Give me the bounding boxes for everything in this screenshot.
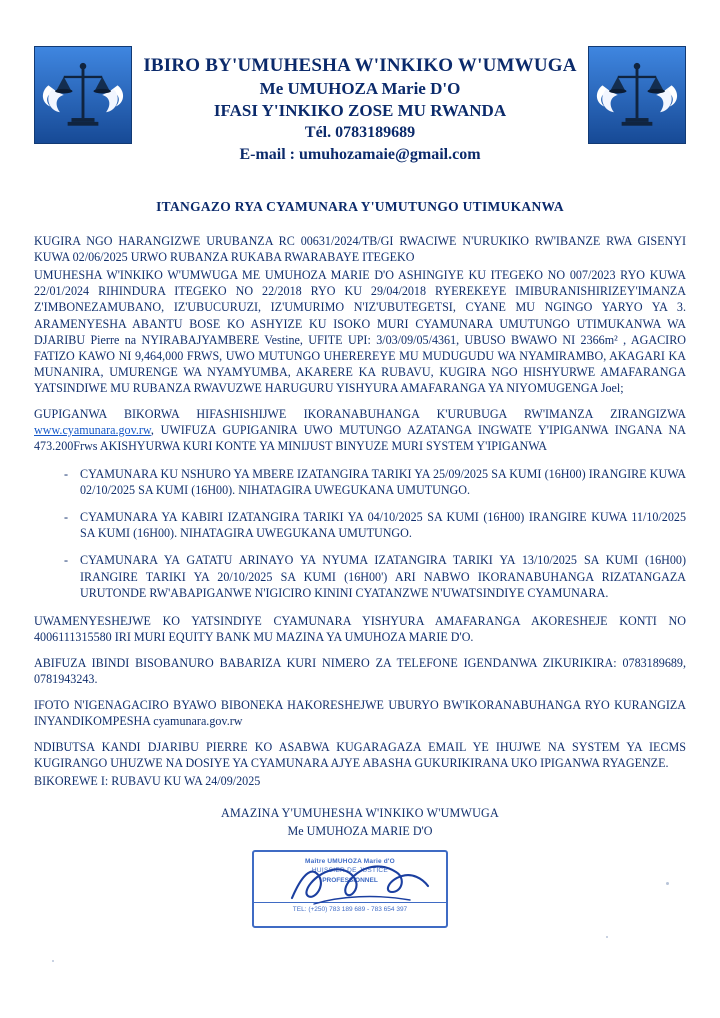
officer-name: Me UMUHOZA Marie D'O xyxy=(259,78,461,98)
list-item: - CYAMUNARA YA GATATU ARINAYO YA NYUMA IZATANGIRA TARIKI YA 13/10/2025 SA KUMI (16H00) IRANGIRE TARIKI YA 20/10/2025 SA KUMI (16H00') ARI NABWO IKORANABUHANGA RIZATANGAZA URUTONDE RW'ABAPIGANWE N'IGICIRO KININI CYATANZWE N'UWATSINDIYE CYAMUNARA. xyxy=(80,552,686,600)
page-speck xyxy=(52,960,54,962)
page-speck xyxy=(606,936,608,938)
stamp-line-3: PROFESSIONNEL xyxy=(322,877,378,885)
email-label: E-mail : xyxy=(239,145,299,163)
official-stamp xyxy=(252,850,448,928)
letterhead xyxy=(34,46,686,165)
list-item: - CYAMUNARA KU NSHURO YA MBERE IZATANGIRA TARIKI YA 25/09/2025 SA KUMI (16H00) IRANGIRE KUWA 02/10/2025 SA KUMI (16H00). NIHATAGIRA UWEGUKANA UMUTUNGO. xyxy=(80,466,686,498)
office-title: IBIRO BY'UMUHESHA W'INKIKO W'UMWUGA xyxy=(143,55,577,76)
signatory-name: Me UMUHOZA MARIE D'O xyxy=(287,824,433,839)
stamp-area xyxy=(34,844,686,954)
paragraph-3-text-after: , UWIFUZA GUPIGANIRA UWO MUTUNGO AZATANGA INGWATE Y'IPIGANWA INGANA NA 473.200Frws AKISHYURWA KURI KONTE YA MINIJUST BINYUZE MURI SYSTEM Y'IPIGANWA xyxy=(34,422,686,454)
signatory-role: AMAZINA Y'UMUHESHA W'INKIKO W'UMWUGA xyxy=(221,806,499,821)
phone: Tél. 0783189689 xyxy=(304,123,416,141)
paragraph-photo-valuation: IFOTO N'IGENAGACIRO BYAWO BIBONEKA HAKORESHEJWE UBURYO BW'IKORANABUHANGA RYO KURANGIZA INYANDIKOMPESHA cyamunara.gov.rw xyxy=(34,698,686,729)
scales-of-justice-emblem-left xyxy=(34,46,132,144)
page-speck xyxy=(666,882,669,885)
auction-portal-link[interactable]: www.cyamunara.gov.rw xyxy=(34,422,151,437)
stamp-line-2: HUISSIER DE JUSTICE xyxy=(311,867,389,875)
paragraph-3-text-before: GUPIGANWA BIKORWA HIFASHISHIJWE IKORANABUHANGA K'URUBUGA RW'IMANZA ZIRANGIZWA xyxy=(34,406,686,421)
paragraph-payment: UWAMENYESHEJWE KO YATSINDIYE CYAMUNARA YISHYURA AMAFARANGA AKORESHEJE KONTI NO 4006111315580 IRI MURI EQUITY BANK MU MAZINA YA UMUHOZA MARIE D'O. xyxy=(34,613,686,644)
list-item: - CYAMUNARA YA KABIRI IZATANGIRA TARIKI YA 04/10/2025 SA KUMI (16H00) IRANGIRE KUWA 11/10/2025 SA KUMI (16H00). NIHATAGIRA UWEGUKANA UMUTUNGO. xyxy=(80,509,686,541)
signature-block xyxy=(34,805,686,839)
stamp-line-4: TEL: (+250) 783 189 689 - 783 654 397 xyxy=(254,902,446,915)
email-address[interactable]: umuhozamaie@gmail.com xyxy=(299,145,481,163)
paragraph-place-date: BIKOREWE I: RUBAVU KU WA 24/09/2025 xyxy=(34,774,261,789)
document-body xyxy=(34,233,686,953)
paragraph-1: KUGIRA NGO HARANGIZWE URUBANZA RC 00631/2024/TB/GI RWACIWE N'URUKIKO RW'IBANZE RWA GISENYI KUWA 02/06/2025 URWO RUBANZA RUKABA RWARABAYE ITEGEKO xyxy=(34,234,686,265)
scales-of-justice-emblem-right xyxy=(588,46,686,144)
stamp-line-1: Maître UMUHOZA Marie d'O xyxy=(305,857,395,865)
paragraph-reminder: NDIBUTSA KANDI DJARIBU PIERRE KO ASABWA KUGARAGAZA EMAIL YE IHUJWE NA SYSTEM YA IECMS KUGIRANGO UHUZWE NA DOSIYE YA CYAMUNARA AJYE ABASHA GUKURIKIRANA UKO IPIGANWA RYAGENZE. xyxy=(34,740,686,771)
email-line xyxy=(138,144,582,166)
jurisdiction: IFASI Y'INKIKO ZOSE MU RWANDA xyxy=(213,100,507,120)
letterhead-text xyxy=(138,46,582,165)
page-title: ITANGAZO RYA CYAMUNARA Y'UMUTUNGO UTIMUKANWA xyxy=(156,199,564,215)
paragraph-2: UMUHESHA W'INKIKO W'UMWUGA ME UMUHOZA MARIE D'O ASHINGIYE KU ITEGEKO NO 007/2023 RYO KUWA 22/01/2024 RIHINDURA ITEGEKO NO 22/2018 RYO KU 29/04/2018 RYEREKEYE IMIBURANISHIRIZEY'IMANZA Z'IMBONEZAMUBANO, IZ'UBUCURUZI, IZ'UMURIMO N'IZ'UBUTEGETSI, CYANE MU NGINGO YARYO YA 3. ARAMENYESHA ABANTU BOSE KO ASHYIZE KU ISOKO MURI CYAMUNARA UMUTUNGO UTIMUKANWA WA DJARIBU Pierre na NYIRABAJYAMBERE Vestine, UFITE UPI: 3/03/09/05/4361, UBUSO BWAWO NI 2366m² , AGACIRO FATIZO KAWO NI 9,464,000 FRWS, UWO MUTUNGO UHEREREYE MU MUDUGUDU WA NYAMIRAMBO, AKAGARI KA MUNANIRA, UMURENGE WA NYAMYUMBA, AKARERE KA RUBAVU, KUGIRA NGO HISHYURWE AMAFARANGA YATSINDIWE MU RUBANZA RWAVUZWE HARUGURU YISHYURA AMAFARANGA YA NIYOMUGENGA Joel; xyxy=(34,268,686,395)
paragraph-3 xyxy=(34,406,686,454)
auction-rounds-list xyxy=(34,466,686,601)
paragraph-contact: ABIFUZA IBINDI BISOBANURO BABARIZA KURI NIMERO ZA TELEFONE IGENDANWA ZIKURIKIRA: 0783189689, 0781943243. xyxy=(34,655,686,686)
